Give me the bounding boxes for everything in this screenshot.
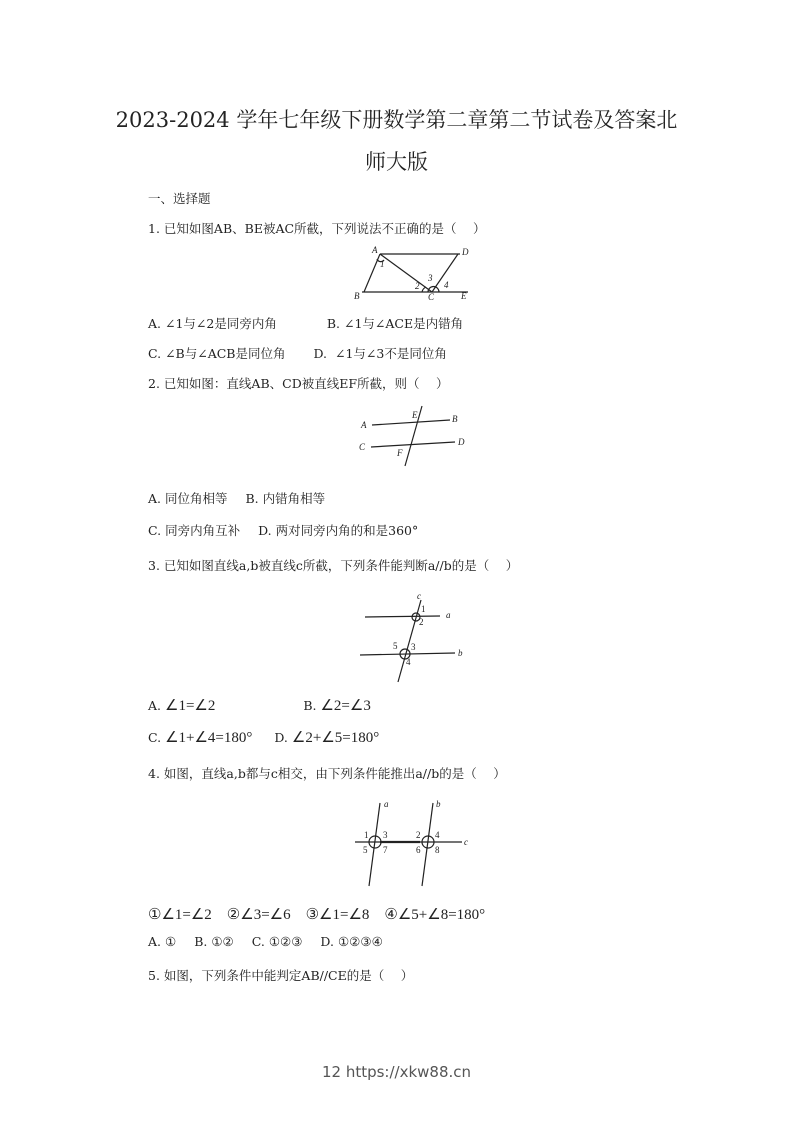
svg-text:E: E [412,410,418,420]
svg-text:7: 7 [383,845,388,855]
question-number: 4. [148,766,160,781]
svg-text:a: a [384,799,389,809]
svg-text:4: 4 [444,280,449,290]
svg-text:A: A [361,420,367,430]
svg-text:C: C [428,292,435,302]
svg-text:2: 2 [416,830,421,840]
svg-text:a: a [446,610,451,620]
q2-option-c[interactable]: C. 同旁内角互补 [148,523,241,538]
q1-option-b[interactable]: B. ∠1与∠ACE是内错角 [326,316,464,331]
q1-options-row2 [148,344,447,362]
question-stem: 如图，直线a,b都与c相交，由下列条件能推出a//b的是（ ） [163,766,506,781]
q4-option-d[interactable]: D. ①②③④ [320,934,383,949]
figure-q3 [355,590,470,685]
svg-text:C: C [359,442,366,452]
document-title-line1: 2023-2024 学年七年级下册数学第二章第二节试卷及答案北 [115,108,678,132]
document-title-line2: 师大版 [365,150,428,174]
figure-q2 [355,404,470,468]
q1-option-d[interactable]: D. ∠1与∠3不是同位角 [313,346,447,361]
svg-text:4: 4 [406,657,411,667]
q3-options-row1 [148,696,371,715]
svg-text:E: E [461,291,467,301]
q3-option-c[interactable]: C. ∠1+∠4=180° [148,730,253,746]
question-3 [148,556,518,574]
question-stem: 已知如图直线a,b被直线c所截，下列条件能判断a//b的是（ ） [163,558,519,573]
svg-text:b: b [436,799,441,809]
svg-text:c: c [464,837,468,847]
svg-text:c: c [417,591,421,601]
q4-option-a[interactable]: A. ① [148,934,177,949]
q2-options-row1 [148,489,325,507]
question-2 [148,374,449,392]
question-number: 3. [148,558,160,573]
q1-option-a[interactable]: A. ∠1与∠2是同旁内角 [148,316,277,331]
svg-text:F: F [397,448,403,458]
figure-q4 [350,798,470,890]
q2-option-b[interactable]: B. 内错角相等 [245,491,326,506]
q4-option-b[interactable]: B. ①② [194,934,234,949]
svg-text:4: 4 [435,830,440,840]
question-1 [148,219,486,237]
question-4 [148,764,506,782]
svg-text:1: 1 [380,259,385,269]
q2-option-d[interactable]: D. 两对同旁内角的和是360° [258,523,419,538]
question-stem: 已知如图AB、BE被AC所截，下列说法不正确的是（ ） [163,221,486,236]
svg-text:3: 3 [411,642,416,652]
svg-text:3: 3 [428,273,433,283]
q3-option-b[interactable]: B. ∠2=∠3 [303,698,371,714]
q3-option-d[interactable]: D. ∠2+∠5=180° [274,730,380,746]
svg-text:6: 6 [416,845,421,855]
page-footer [0,1063,793,1081]
q2-option-a[interactable]: A. 同位角相等 [148,491,228,506]
svg-text:B: B [452,414,458,424]
svg-text:2: 2 [419,617,424,627]
question-number: 1. [148,221,160,236]
site-link[interactable]: https://xkw88.cn [345,1063,472,1081]
svg-text:D: D [462,247,469,257]
q3-option-a[interactable]: A. ∠1=∠2 [148,698,216,714]
svg-text:D: D [458,437,465,447]
svg-text:3: 3 [383,830,388,840]
q4-options-row [148,934,383,949]
question-number: 2. [148,376,160,391]
svg-text:1: 1 [364,830,369,840]
question-number: 5. [148,968,160,983]
q4-option-c[interactable]: C. ①②③ [251,934,303,949]
svg-text:A: A [372,245,378,255]
section-heading: 一、选择题 [148,191,211,206]
q2-options-row2 [148,521,418,539]
page-number: 12 [321,1063,342,1081]
svg-text:2: 2 [415,281,420,291]
svg-text:1: 1 [421,604,426,614]
q1-options-row1 [148,314,463,332]
svg-text:5: 5 [363,845,368,855]
figure-q1 [350,244,475,302]
q3-options-row2 [148,728,379,747]
q4-conditions: ①∠1=∠2 ②∠3=∠6 ③∠1=∠8 ④∠5+∠8=180° [148,907,486,923]
question-5 [148,966,413,984]
question-stem: 如图，下列条件中能判定AB//CE的是（ ） [163,968,414,983]
question-stem: 已知如图：直线AB、CD被直线EF所截，则（ ） [163,376,449,391]
q1-option-c[interactable]: C. ∠B与∠ACB是同位角 [148,346,286,361]
svg-text:5: 5 [393,641,398,651]
svg-text:b: b [458,648,463,658]
svg-text:8: 8 [435,845,440,855]
svg-text:B: B [354,291,360,301]
